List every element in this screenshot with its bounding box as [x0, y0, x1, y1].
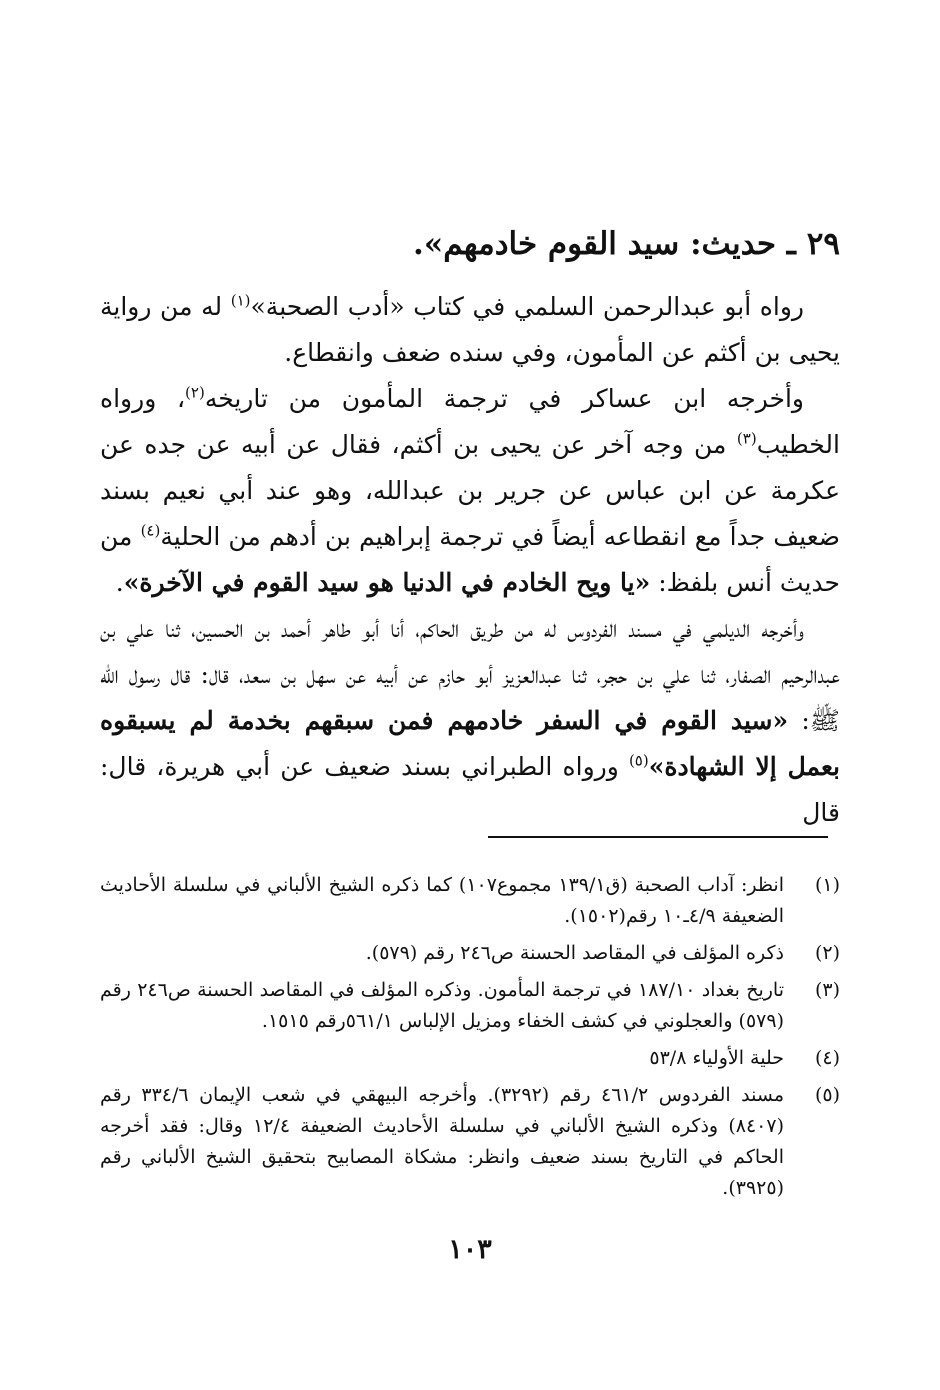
paragraph-text: له من رواية يحيى بن أكثم عن المأمون، وفي سنده ضعف وانقطاع.: [100, 292, 840, 367]
footnote-item: [100, 938, 840, 969]
footnote-number: (٣): [814, 979, 840, 1001]
hadith-heading: ٢٩ ـ حديث: سيد القوم خادمهم».: [413, 226, 840, 262]
footnote-text: مسند الفردوس ٤٦١/٢ رقم (٣٢٩٢). وأخرجه البيهقي في شعب الإيمان ٣٣٤/٦ رقم (٨٤٠٧) وذكره الشيخ الألباني في سلسلة الأحاديث الضعيفة ١٢/٤ وقال: فقد أخرجه الحاكم في التاريخ بسند ضعيف وانظر: مشكاة المصابيح بتحقيق الشيخ الألباني رقم (٣٩٢٥).: [100, 1084, 784, 1199]
paragraph-text: من حديث أنس بلفظ:: [100, 522, 840, 597]
paragraph-text: .: [115, 568, 124, 597]
footnote-ref: (٥): [628, 751, 649, 770]
paragraph-text: من وجه آخر عن يحيى بن أكثم، فقال عن أبيه عن جده عن عكرمة عن ابن عباس عن جرير بن عبدالله، وهو عند أبي نعيم بسند ضعيف جداً مع انقطاعه أيضاً في ترجمة إبراهيم بن أدهم من الحلية: [100, 430, 840, 551]
footnote-text: ذكره المؤلف في المقاصد الحسنة ص٢٤٦ رقم (٥٧٩).: [365, 942, 784, 964]
footnote-number: (٢): [814, 942, 840, 964]
footnotes: [100, 870, 840, 1210]
footnote-text: انظر: آداب الصحبة (ق١٣٩/١ مجموع١٠٧) كما ذكره الشيخ الألباني في سلسلة الأحاديث الضعيفة ٤/٩ـ١٠ رقم(١٥٠٢).: [100, 874, 784, 927]
footnote-number: (٤): [814, 1047, 840, 1069]
footnote-item: [100, 1043, 840, 1074]
footnote-ref: (١): [230, 291, 251, 310]
footnote-divider: [488, 836, 828, 838]
footnote-text: حلية الأولياء ٥٣/٨: [649, 1047, 784, 1069]
footnote-number: (٥): [814, 1084, 840, 1106]
paragraph-text: وأخرجه الديلمي في مسند الفردوس له من طريق الحاكم، أنا أبو طاهر أحمد بن الحسين، ثنا علي بن عبدالرحيم الصفار، ثنا علي بن حجر، ثنا عبدالعزيز أبو حازم عن أبيه عن سهل بن سعد، قال: قال رسول الله ﷺ:: [100, 614, 840, 735]
paragraph-3: [100, 606, 840, 836]
paragraph-text: ، ورواه الخطيب: [100, 384, 840, 459]
footnote-number: (١): [814, 874, 840, 896]
paragraph-text: وأخرجه ابن عساكر في ترجمة المأمون من تاريخه: [204, 384, 804, 413]
footnote-ref: (٣): [736, 429, 757, 448]
footnote-item: [100, 870, 840, 932]
paragraph-text: ورواه الطبراني بسند ضعيف عن أبي هريرة، قال: قال: [100, 752, 840, 827]
paragraph-2: [100, 376, 840, 606]
page-number: ١٠٣: [448, 1234, 492, 1265]
footnote-ref: (٤): [140, 521, 161, 540]
footnote-text: تاريخ بغداد ١٨٧/١٠ في ترجمة المأمون. وذكره المؤلف في المقاصد الحسنة ص٢٤٦ رقم (٥٧٩) والعجلوني في كشف الخفاء ومزيل الإلباس ٥٦١/١رقم ١٥١٥.: [100, 979, 784, 1032]
footnote-item: [100, 1080, 840, 1204]
footnote-ref: (٢): [185, 383, 205, 402]
hadith-quote: «سيد القوم في السفر خادمهم فمن سبقهم بخدمة لم يسبقوه بعمل إلا الشهادة»: [100, 706, 840, 781]
footnote-item: [100, 975, 840, 1037]
hadith-quote: «يا ويح الخادم في الدنيا هو سيد القوم في الآخرة»: [123, 568, 651, 597]
main-text: [100, 222, 840, 836]
paragraph-1: [100, 284, 840, 376]
paragraph-text: رواه أبو عبدالرحمن السلمي في كتاب «أدب الصحبة»: [250, 292, 804, 321]
